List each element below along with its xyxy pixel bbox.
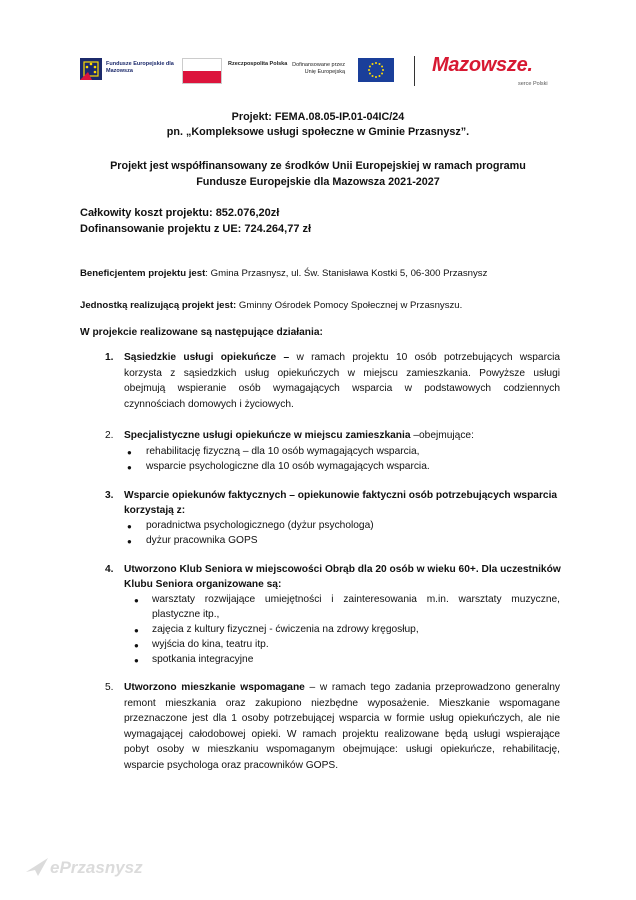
item-4-number: 4. xyxy=(105,564,114,575)
eu-star-icon xyxy=(372,75,374,77)
item-3-title-line-1: Wsparcie opiekunów faktycznych – opiekunowie faktyczni osób potrzebujących wsparcia xyxy=(124,490,558,501)
watermark xyxy=(26,852,166,882)
eu-star-icon xyxy=(369,66,371,68)
total-cost: Całkowity koszt projektu: 852.076,20zł xyxy=(80,207,280,219)
bullet-icon: ● xyxy=(134,626,139,635)
bullet-icon: ● xyxy=(134,641,139,650)
item-5-number: 5. xyxy=(105,682,114,693)
mazowsze-tagline: serce Polski xyxy=(518,81,548,87)
eu-star-icon xyxy=(379,75,381,77)
item-4-bullet-1: warsztaty rozwijające umiejętności i zainteresowania m.in. warsztaty muzyczne, xyxy=(152,594,560,605)
item-5-line-1: – w ramach tego zadania przeprowadzono generalny xyxy=(304,682,561,693)
item-1-line-4: czynnościach domowych i życiowych. xyxy=(124,398,294,410)
watermark-bird-icon xyxy=(26,858,48,878)
eu-star-icon xyxy=(369,73,371,75)
item-1-line-3: obejmują wspieranie osób wymagających wsparcia w podstawowych codziennych xyxy=(124,383,560,394)
eu-star-icon xyxy=(372,63,374,65)
item-2-bullet-2: wsparcie psychologiczne dla 10 osób wymagających wsparcia. xyxy=(146,461,430,472)
bullet-icon: ● xyxy=(127,537,132,546)
implementer-label: Jednostką realizującą projekt jest: xyxy=(80,300,237,311)
eu-cofinancing: Dofinansowanie projektu z UE: 724.264,77 zł xyxy=(80,223,312,235)
rp-logo-text: Rzeczpospolita Polska xyxy=(228,61,288,67)
eu-star-icon xyxy=(382,69,384,71)
item-4-title-line-2: Klubu Seniora organizowane są: xyxy=(124,579,282,590)
implementer-value: Gminny Ośrodek Pomocy Społecznej w Przasnyszu. xyxy=(236,300,463,311)
eu-logo xyxy=(285,58,395,86)
item-5-title: Utworzono mieszkanie wspomagane xyxy=(124,682,305,693)
bullet-icon: ● xyxy=(134,656,139,665)
eu-star-icon xyxy=(379,63,381,65)
item-3-title-line-2: korzystają z: xyxy=(124,505,186,516)
bullet-icon: ● xyxy=(134,596,139,605)
poland-flag-icon xyxy=(182,58,222,84)
eu-star-icon xyxy=(381,66,383,68)
item-4-bullet-1-cont: plastyczne itp., xyxy=(152,609,220,620)
project-name: pn. „Kompleksowe usługi społeczne w Gminie Przasnysz”. xyxy=(166,126,470,138)
bullet-icon: ● xyxy=(127,448,132,457)
item-4-title-line-1: Utworzono Klub Seniora w miejscowości Obrąb dla 20 osób w wieku 60+. Dla uczestników xyxy=(124,564,561,575)
item-3-number: 3. xyxy=(105,490,114,501)
actions-heading: W projekcie realizowane są następujące działania: xyxy=(80,327,323,338)
beneficiary xyxy=(80,266,487,282)
eu-star-icon xyxy=(368,69,370,71)
bullet-icon: ● xyxy=(127,522,132,531)
item-4-bullet-2: zajęcia z kultury fizycznej - ćwiczenia na zdrowy kręgosłup, xyxy=(152,624,419,635)
item-1-title: Sąsiedzkie usługi opiekuńcze – xyxy=(124,352,290,363)
item-1-line-1: w ramach projektu 10 osób potrzebujących wsparcia xyxy=(289,352,560,363)
item-2-rest: –obejmujące: xyxy=(410,430,474,441)
watermark-text: ePrzasnysz xyxy=(50,858,143,877)
item-5-line-5: pobyt osoby w mieszkaniu wspomaganym obejmujące: usługi opiekuńcze, rehabilitację, xyxy=(124,744,560,755)
beneficiary-value: : Gmina Przasnysz, ul. Św. Stanisława Kostki 5, 06-300 Przasnysz xyxy=(205,268,488,279)
mazowsze-logo xyxy=(432,54,562,90)
beneficiary-label: Beneficjentem projektu jest xyxy=(80,268,206,279)
item-1-number: 1. xyxy=(105,352,114,363)
logo-separator xyxy=(414,56,415,86)
item-3-bullet-1: poradnictwa psychologicznego (dyżur psychologa) xyxy=(146,520,374,531)
item-2-title: Specjalistyczne usługi opiekuńcze w miejscu zamieszkania xyxy=(124,430,411,441)
fe-stars-icon xyxy=(80,58,102,80)
project-code: Projekt: FEMA.08.05-IP.01-04IC/24 xyxy=(231,111,405,123)
item-5-line-4: wymagającej całodobowej opieki. W ramach projektu realizowane będą usługi wspierające xyxy=(124,728,560,740)
item-5 xyxy=(124,680,560,773)
item-2-heading xyxy=(124,428,560,444)
item-5-line-2: remont mieszkania oraz zakupiono niezbędne wyposażenie. Mieszkanie wspomagane xyxy=(124,697,560,709)
implementer xyxy=(80,298,462,314)
fe-logo xyxy=(80,58,174,86)
item-2-number: 2. xyxy=(105,430,114,441)
cofinancing-line-1: Projekt jest współfinansowany ze środków Unii Europejskiej w ramach programu xyxy=(110,160,526,172)
item-5-line-3: przeznaczone jest dla 1 osoby potrzebującej wsparcia w formie usług opiekuńczych, ale nie xyxy=(124,713,560,724)
item-4-bullet-3: wyjścia do kina, teatru itp. xyxy=(152,639,269,650)
eu-star-icon xyxy=(381,73,383,75)
mazowsze-wordmark: Mazowsze. xyxy=(432,54,533,76)
eu-logo-text: Dofinansowane przez Unię Europejską xyxy=(292,62,345,75)
logos-bar xyxy=(80,52,560,96)
eu-star-icon xyxy=(375,62,377,64)
cofinancing-line-2: Fundusze Europejskie dla Mazowsza 2021-2027 xyxy=(196,176,440,188)
item-1-line-2: korzysta z sąsiedzkich usług opiekuńczych w miejscu zamieszkania. Powyższe usługi xyxy=(124,367,560,379)
item-4-bullet-4: spotkania integracyjne xyxy=(152,654,254,665)
rp-logo xyxy=(182,58,288,86)
fe-logo-text: Fundusze Europejskie dla Mazowsza xyxy=(106,61,174,74)
item-3-bullet-2: dyżur pracownika GOPS xyxy=(146,535,258,546)
bullet-icon: ● xyxy=(127,463,132,472)
eu-star-icon xyxy=(375,76,377,78)
item-5-line-6: wsparcie psychologa oraz pracowników GOPS. xyxy=(124,759,339,771)
eu-flag-icon xyxy=(358,58,394,82)
item-1 xyxy=(124,350,560,412)
item-2-bullet-1: rehabilitację fizyczną – dla 10 osób wymagających wsparcia, xyxy=(146,446,420,457)
